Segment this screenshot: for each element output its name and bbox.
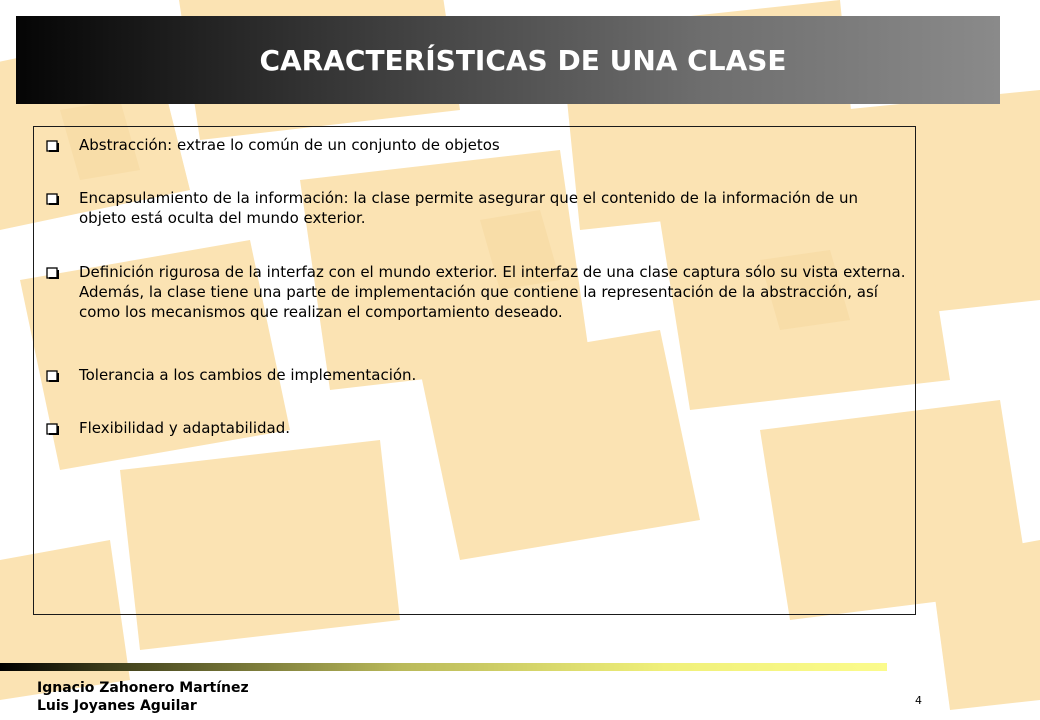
footer-rule: [0, 663, 887, 671]
hollow-square-bullet-icon: [46, 368, 60, 382]
author-name: Ignacio Zahonero Martínez: [37, 680, 249, 696]
hollow-square-bullet-icon: [46, 138, 60, 152]
bullet-item: [46, 188, 906, 228]
hollow-square-bullet-icon: [46, 191, 60, 205]
bullet-item: [46, 135, 906, 155]
bullet-text: Flexibilidad y adaptabilidad.: [79, 419, 291, 437]
bullet-text: Abstracción: extrae lo común de un conjunto de objetos: [79, 136, 500, 154]
content-box: [33, 126, 916, 615]
author-name: Luis Joyanes Aguilar: [37, 698, 197, 714]
bullet-text: Tolerancia a los cambios de implementación.: [79, 366, 417, 384]
title-bar: [16, 16, 1000, 104]
bullet-item: [46, 418, 906, 438]
bullet-item: [46, 365, 906, 385]
slide-title: CARACTERÍSTICAS DE UNA CLASE: [259, 43, 787, 77]
bullet-text: Encapsulamiento de la información: la clase permite asegurar que el contenido de la información de un objeto está oculta del mundo exterior.: [79, 189, 859, 227]
author-credits: [37, 679, 249, 715]
bullet-item: [46, 262, 906, 322]
hollow-square-bullet-icon: [46, 421, 60, 435]
hollow-square-bullet-icon: [46, 265, 60, 279]
bullet-text: Definición rigurosa de la interfaz con el mundo exterior. El interfaz de una clase captura sólo su vista externa. Además, la clase tiene una parte de implementación que contiene la representación de la abstracción, así como los mecanismos que realizan el comportamiento deseado.: [79, 263, 906, 321]
page-number: 4: [915, 694, 922, 707]
